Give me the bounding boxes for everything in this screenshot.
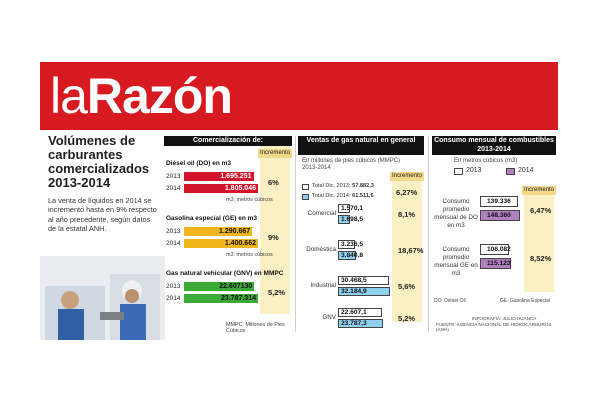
logo-part1: la	[50, 68, 87, 124]
logo-part2: Razón	[86, 68, 232, 124]
data-box	[338, 276, 389, 285]
increment-column	[524, 188, 554, 292]
data-label: 139.336	[487, 198, 511, 205]
data-box	[338, 215, 363, 224]
category-label: GNV	[322, 314, 336, 321]
data-box	[338, 308, 382, 317]
increment-value: 9%	[268, 233, 279, 242]
year-label: 2014	[166, 185, 181, 192]
panel-subtitle: En millones de pies cúbicos (MMPC) 2013-2014	[302, 158, 401, 171]
data-box	[338, 240, 363, 249]
year-label: 2013	[166, 173, 181, 180]
bar	[184, 184, 258, 193]
legend-total: 61.511,6	[352, 193, 374, 199]
increment-value: 8,52%	[530, 254, 552, 263]
credit-infografia: INFOGRAFÍA: JULIO HUANCA	[472, 316, 537, 321]
data-label: 1.695.251	[220, 173, 252, 180]
increment-value: 5,2%	[398, 314, 416, 323]
increment-value: 6,47%	[530, 206, 552, 215]
group-title: Gas natural vehicular (GNV) en MMPC	[166, 270, 284, 277]
increment-header: Incremento	[523, 187, 554, 193]
data-label: 115.123	[487, 260, 511, 267]
legend-label: 2014	[518, 167, 534, 174]
increment-value: 8,1%	[398, 210, 416, 219]
data-label: 22.607130	[219, 283, 253, 290]
lede: La venta de líquidos en 2014 se incrementó hasta en 9% respecto al año precedente, según datos de la estatal ANH.	[48, 196, 157, 234]
footnote-do: DO: Diésel Oil	[434, 298, 466, 304]
panel-comercializacion	[164, 136, 292, 336]
data-label: 22.607,1	[341, 309, 367, 316]
data-label: 32.184,9	[341, 288, 367, 295]
data-label: 106.082	[487, 246, 511, 253]
year-label: 2013	[166, 228, 181, 235]
legend-name: Total Dic. 2014	[312, 193, 350, 199]
year-label: 2013	[166, 283, 181, 290]
panel-subtitle: En metros cúbicos (m3)	[454, 158, 518, 164]
year-label: 2014	[166, 295, 181, 302]
credit-fuente: FUENTE: AGENCIA NACIONAL DE HIDROCARBUROS (ANH)	[436, 322, 552, 332]
data-box	[480, 244, 509, 255]
data-label: 1.805.046	[224, 185, 256, 192]
group-title: Diésel oil (DO) en m3	[166, 160, 232, 167]
year-label: 2014	[166, 240, 181, 247]
bar	[184, 172, 254, 181]
legend-swatch-2014	[506, 168, 515, 175]
unit-note: MMPC: Millones de Pies Cúbicos	[226, 322, 285, 334]
separator	[295, 136, 296, 332]
increment-header: Incremento	[391, 173, 422, 179]
panel-ventas-gas	[298, 136, 424, 336]
workers-photo	[40, 256, 165, 340]
bar	[184, 282, 254, 291]
data-label: 23.787.314	[220, 295, 256, 302]
group-title: Gasolina especial (GE) en m3	[166, 215, 258, 222]
masthead	[40, 62, 558, 130]
data-label: 3.236,5	[341, 241, 363, 248]
data-box	[480, 196, 518, 207]
increment-value: 18,67%	[398, 246, 424, 255]
data-label: 23.787,3	[341, 320, 367, 327]
separator	[428, 136, 429, 332]
data-label: 3.840,8	[341, 252, 363, 259]
data-label: 1.290.667	[219, 228, 251, 235]
data-label: 1.698,5	[341, 216, 363, 223]
category-label: Consumo promedio mensual de DO en m3	[434, 198, 478, 229]
legend-swatch-2013	[454, 168, 463, 175]
increment-header: Incremento	[259, 150, 290, 156]
legend-label: 2013	[466, 167, 482, 174]
data-box	[480, 210, 520, 221]
data-box	[338, 287, 390, 296]
unit-note: m3: metros cúbicos	[226, 197, 273, 203]
panel-title: Consumo mensual de combustibles 2013-2014	[432, 136, 556, 155]
unit-note: m3: metros cúbicos	[226, 252, 273, 258]
panel-title: Comercialización de:	[164, 136, 292, 146]
left-column	[48, 134, 160, 234]
category-label: Doméstica	[306, 246, 336, 253]
headline: Volúmenes de carburantes comercializados 2013-2014	[48, 133, 150, 190]
legend-name: Total Dic. 2013	[312, 183, 350, 189]
data-box	[338, 251, 363, 260]
data-label: 1.400.662	[224, 240, 256, 247]
total-increment: 6,27%	[396, 188, 418, 197]
increment-value: 5,6%	[398, 282, 416, 291]
data-box	[480, 258, 511, 269]
data-box	[338, 319, 383, 328]
legend-label: Total Dic. 2014: 61.511,6	[312, 193, 374, 199]
bar	[184, 294, 258, 303]
footnote-ge: GE: Gasolina Especial	[500, 298, 551, 304]
panel-consumo-mensual	[432, 136, 556, 336]
data-label: 30.468,5	[341, 277, 367, 284]
legend-label: Total Dic. 2013: 57.882,3	[312, 183, 374, 189]
category-label: Comercial	[307, 210, 336, 217]
logo	[50, 64, 232, 128]
increment-value: 6%	[268, 178, 279, 187]
infographic	[40, 62, 558, 340]
category-label: Consumo promedio mensual GE en m3	[434, 246, 478, 277]
panel-title: Ventas de gas natural en general	[298, 136, 424, 155]
category-label: Industrial	[310, 282, 336, 289]
data-label: 148.360	[487, 212, 511, 219]
legend-swatch-2013	[302, 184, 309, 190]
data-box	[338, 204, 363, 213]
legend-total: 57.882,3	[352, 183, 374, 189]
bar	[184, 239, 258, 248]
bar	[184, 227, 252, 236]
data-label: 1.570,1	[341, 205, 363, 212]
increment-value: 5,2%	[268, 288, 286, 297]
legend-swatch-2014	[302, 194, 309, 200]
